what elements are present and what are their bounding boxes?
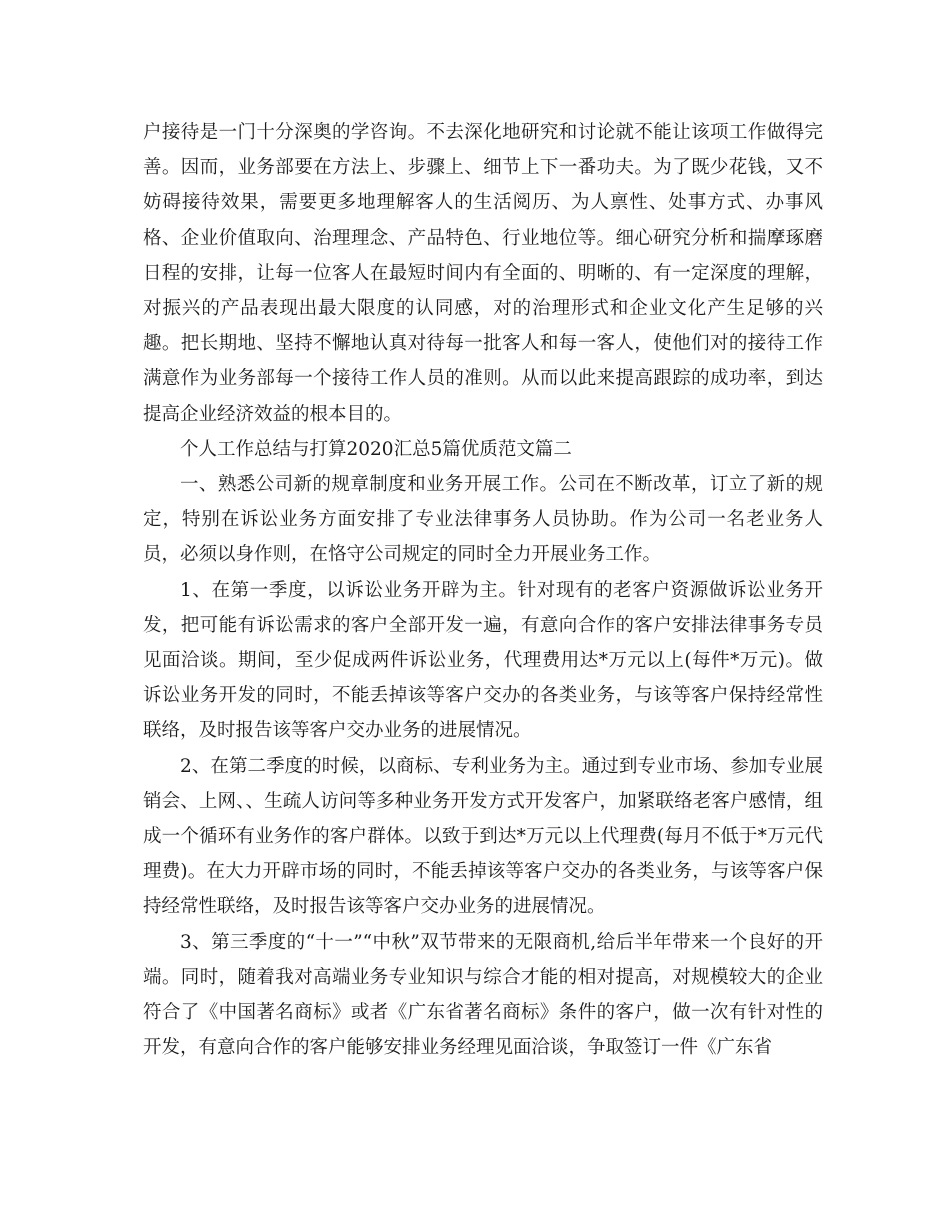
- document-body: [143, 115, 823, 1065]
- paragraph-2-heading: 个人工作总结与打算2020汇总5篇优质范文篇二: [180, 438, 572, 460]
- paragraph-4: 1、在第一季度，以诉讼业务开辟为主。针对现有的老客户资源做诉讼业务开发，把可能有诉讼需求的客户全部开发一遍，有意向合作的客户安排法律事务专员见面洽谈。期间，至少促成两件诉讼业务，代理费用达*万元以上(每件*万元)。做诉讼业务开发的同时，不能丢掉该等客户交办的各类业务，与该等客户保持经常性联络，及时报告该等客户交办业务的进展情况。: [143, 579, 823, 742]
- paragraph-1: 户接待是一门十分深奥的学咨询。不去深化地研究和讨论就不能让该项工作做得完善。因而，业务部要在方法上、步骤上、细节上下一番功夫。为了既少花钱，又不妨碍接待效果，需要更多地理解客人的生活阅历、为人禀性、处事方式、办事风格、企业价值取向、治理理念、产品特色、行业地位等。细心研究分析和揣摩琢磨日程的安排，让每一位客人在最短时间内有全面的、明晰的、有一定深度的理解，对振兴的产品表现出最大限度的认同感，对的治理形式和企业文化产生足够的兴趣。把长期地、坚持不懈地认真对待每一批客人和每一客人，使他们对的接待工作满意作为业务部每一个接待工作人员的准则。从而以此来提高跟踪的成功率，到达提高企业经济效益的根本目的。: [143, 122, 823, 425]
- paragraph-5: 2、在第二季度的时候，以商标、专利业务为主。通过到专业市场、参加专业展销会、上网、、生疏人访问等多种业务开发方式开发客户，加紧联络老客户感情，组成一个循环有业务作的客户群体。以致于到达*万元以上代理费(每月不低于*万元代理费)。在大力开辟市场的同时，不能丢掉该等客户交办的各类业务，与该等客户保持经常性联络，及时报告该等客户交办业务的进展情况。: [143, 755, 823, 918]
- paragraph-6: 3、第三季度的“十一”“中秋”双节带来的无限商机,给后半年带来一个良好的开端。同时，随着我对高端业务专业知识与综合才能的相对提高，对规模较大的企业符合了《中国著名商标》或者《广东省著名商标》条件的客户，做一次有针对性的开发，有意向合作的客户能够安排业务经理见面洽谈，争取签订一件《广东省: [143, 931, 823, 1059]
- paragraph-3: 一、熟悉公司新的规章制度和业务开展工作。公司在不断改革，订立了新的规定，特别在诉讼业务方面安排了专业法律事务人员协助。作为公司一名老业务人员，必须以身作则，在恪守公司规定的同时全力开展业务工作。: [143, 474, 823, 566]
